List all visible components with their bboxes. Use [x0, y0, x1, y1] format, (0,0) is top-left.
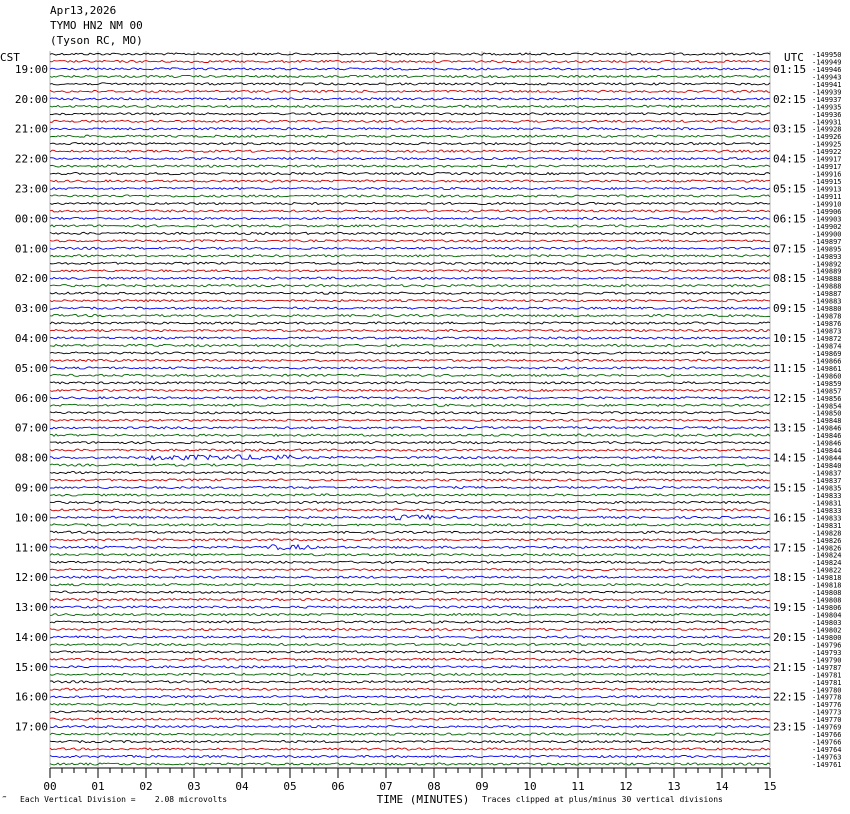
trace-value-label: -149856	[812, 394, 842, 403]
trace-51	[50, 434, 770, 436]
trace-68	[50, 561, 770, 563]
left-hour-label: 11:00	[14, 541, 48, 555]
trace-value-label: -149854	[812, 402, 842, 411]
trace-47	[50, 404, 770, 406]
trace-value-label: -149831	[812, 521, 842, 530]
x-tick-label: 08	[427, 780, 441, 793]
trace-70	[50, 576, 770, 578]
trace-value-label: -149826	[812, 536, 842, 545]
right-hour-label: 20:15	[773, 630, 807, 644]
trace-value-label: -149781	[812, 671, 842, 680]
trace-79	[50, 643, 770, 645]
trace-12	[50, 143, 770, 145]
trace-42	[50, 367, 770, 369]
trace-value-label: -149808	[812, 596, 842, 605]
trace-41	[50, 359, 770, 361]
trace-value-label: -149888	[812, 282, 842, 291]
trace-value-label: -149833	[812, 491, 842, 500]
trace-value-label: -149826	[812, 544, 842, 553]
trace-value-label: -149931	[812, 118, 842, 127]
trace-value-label: -149925	[812, 140, 842, 149]
trace-63	[50, 524, 770, 526]
trace-49	[50, 419, 770, 421]
trace-55	[50, 464, 770, 466]
trace-value-label: -149946	[812, 65, 842, 74]
trace-value-label: -149837	[812, 469, 842, 478]
trace-value-label: -149835	[812, 484, 842, 493]
date-label: Apr13,2026	[50, 4, 117, 17]
trace-value-label: -149928	[812, 125, 842, 134]
trace-38	[50, 337, 770, 339]
trace-value-label: -149773	[812, 708, 842, 717]
trace-value-label: -149876	[812, 320, 842, 329]
left-hour-label: 06:00	[14, 391, 48, 405]
trace-value-label: -149818	[812, 574, 842, 583]
trace-14	[50, 158, 770, 160]
trace-31	[50, 285, 770, 287]
trace-6	[50, 98, 770, 100]
left-hour-label: 01:00	[14, 242, 48, 256]
trace-value-label: -149902	[812, 222, 842, 231]
trace-value-label: -149766	[812, 731, 842, 740]
trace-69	[50, 569, 770, 571]
right-hour-label: 07:15	[773, 242, 807, 256]
trace-value-label: -149796	[812, 641, 842, 650]
trace-value-label: -149878	[812, 312, 842, 321]
trace-value-labels	[812, 51, 842, 769]
right-timezone-label: UTC	[784, 51, 804, 64]
trace-value-label: -149769	[812, 723, 842, 732]
trace-value-label: -149818	[812, 581, 842, 590]
x-tick-label: 07	[379, 780, 393, 793]
trace-18	[50, 187, 770, 189]
trace-value-label: -149846	[812, 439, 842, 448]
trace-34	[50, 307, 770, 309]
trace-20	[50, 202, 770, 204]
trace-value-label: -149926	[812, 133, 842, 142]
trace-83	[50, 673, 770, 675]
left-hour-label: 08:00	[14, 451, 48, 465]
right-hour-label: 02:15	[773, 92, 807, 106]
trace-45	[50, 389, 770, 391]
trace-group	[50, 53, 770, 765]
trace-64	[50, 531, 770, 533]
trace-77	[50, 628, 770, 630]
trace-value-label: -149910	[812, 200, 842, 209]
x-tick-label: 09	[475, 780, 489, 793]
trace-3	[50, 75, 770, 77]
trace-value-label: -149763	[812, 753, 842, 762]
trace-value-label: -149778	[812, 693, 842, 702]
trace-value-label: -149802	[812, 626, 842, 635]
trace-value-label: -149831	[812, 499, 842, 508]
trace-87	[50, 703, 770, 705]
trace-16	[50, 172, 770, 174]
trace-value-label: -149800	[812, 633, 842, 642]
trace-value-label: -149880	[812, 305, 842, 314]
clip-note: Traces clipped at plus/minus 30 vertical divisions	[482, 795, 723, 804]
trace-value-label: -149761	[812, 761, 842, 769]
trace-10	[50, 128, 770, 130]
trace-value-label: -149861	[812, 364, 842, 373]
left-hour-label: 12:00	[14, 571, 48, 585]
trace-value-label: -149808	[812, 589, 842, 598]
trace-91	[50, 733, 770, 735]
left-hour-label: 13:00	[14, 601, 48, 615]
trace-value-label: -149922	[812, 148, 842, 157]
left-hour-label: 16:00	[14, 690, 48, 704]
trace-65	[50, 539, 770, 541]
left-time-labels	[15, 63, 48, 734]
right-hour-label: 04:15	[773, 152, 807, 166]
trace-19	[50, 195, 770, 197]
left-hour-label: 21:00	[14, 122, 48, 136]
trace-value-label: -149903	[812, 215, 842, 224]
trace-76	[50, 621, 770, 623]
x-tick-label: 13	[667, 780, 681, 793]
trace-39	[50, 344, 770, 346]
right-hour-label: 10:15	[773, 332, 807, 345]
trace-58	[50, 486, 770, 488]
x-tick-label: 04	[235, 780, 249, 793]
trace-90	[50, 726, 770, 728]
right-hour-label: 06:15	[773, 212, 807, 226]
x-tick-label: 15	[763, 780, 777, 793]
x-tick-label: 03	[187, 780, 201, 793]
trace-17	[50, 180, 770, 182]
trace-value-label: -149917	[812, 155, 842, 164]
right-hour-label: 17:15	[773, 541, 807, 555]
trace-value-label: -149941	[812, 80, 842, 89]
right-hour-label: 09:15	[773, 302, 807, 316]
trace-54	[50, 455, 770, 460]
trace-27	[50, 255, 770, 257]
trace-2	[50, 68, 770, 70]
trace-73	[50, 598, 770, 600]
trace-94	[50, 755, 770, 757]
trace-0	[50, 53, 770, 55]
right-hour-label: 01:15	[773, 62, 807, 76]
trace-5	[50, 90, 770, 92]
trace-7	[50, 105, 770, 107]
x-tick-label: 06	[331, 780, 345, 793]
trace-value-label: -149915	[812, 178, 842, 187]
trace-value-label: -149846	[812, 432, 842, 441]
trace-78	[50, 636, 770, 638]
station-label: TYMO HN2 NM 00	[50, 19, 143, 32]
trace-value-label: -149824	[812, 559, 842, 568]
trace-value-label: -149943	[812, 73, 842, 82]
trace-61	[50, 509, 770, 511]
trace-value-label: -149897	[812, 237, 842, 246]
trace-value-label: -149949	[812, 58, 842, 67]
right-hour-label: 23:15	[773, 720, 807, 734]
left-hour-label: 15:00	[14, 660, 48, 674]
trace-72	[50, 591, 770, 593]
trace-75	[50, 613, 770, 615]
x-tick-label: 11	[571, 780, 585, 793]
trace-24	[50, 232, 770, 234]
left-hour-label: 19:00	[14, 62, 48, 76]
right-hour-label: 12:15	[773, 391, 807, 405]
trace-92	[50, 740, 770, 742]
left-hour-label: 00:00	[14, 212, 48, 226]
x-tick-label: 12	[619, 780, 633, 793]
trace-32	[50, 292, 770, 294]
trace-value-label: -149828	[812, 529, 842, 538]
trace-40	[50, 352, 770, 354]
right-hour-label: 14:15	[773, 451, 807, 465]
x-axis	[43, 768, 776, 793]
trace-26	[50, 247, 770, 249]
trace-46	[50, 397, 770, 399]
x-tick-label: 02	[139, 780, 153, 793]
right-hour-label: 05:15	[773, 182, 807, 196]
trace-15	[50, 165, 770, 167]
trace-value-label: -149850	[812, 409, 842, 418]
x-tick-label: 05	[283, 780, 297, 793]
trace-13	[50, 150, 770, 152]
trace-84	[50, 681, 770, 683]
trace-value-label: -149806	[812, 604, 842, 613]
right-hour-label: 11:15	[773, 361, 807, 375]
trace-value-label: -149873	[812, 327, 842, 336]
trace-71	[50, 584, 770, 586]
trace-30	[50, 277, 770, 279]
trace-value-label: -149936	[812, 110, 842, 119]
trace-93	[50, 748, 770, 750]
trace-value-label: -149790	[812, 656, 842, 665]
trace-80	[50, 651, 770, 653]
x-tick-label: 14	[715, 780, 729, 793]
trace-value-label: -149840	[812, 462, 842, 471]
trace-value-label: -149859	[812, 379, 842, 388]
trace-value-label: -149787	[812, 663, 842, 672]
trace-value-label: -149950	[812, 51, 842, 59]
right-hour-label: 22:15	[773, 690, 807, 704]
trace-21	[50, 210, 770, 212]
trace-value-label: -149780	[812, 686, 842, 695]
trace-value-label: -149874	[812, 342, 842, 351]
trace-44	[50, 382, 770, 384]
trace-value-label: -149803	[812, 619, 842, 627]
right-hour-label: 13:15	[773, 421, 807, 435]
trace-53	[50, 449, 770, 451]
trace-value-label: -149804	[812, 611, 842, 620]
trace-1	[50, 60, 770, 62]
trace-60	[50, 501, 770, 503]
trace-value-label: -149844	[812, 447, 842, 456]
trace-value-label: -149900	[812, 230, 842, 239]
left-hour-label: 14:00	[14, 630, 48, 644]
trace-4	[50, 83, 770, 85]
trace-82	[50, 666, 770, 668]
left-hour-label: 20:00	[14, 92, 48, 106]
trace-8	[50, 113, 770, 115]
trace-value-label: -149846	[812, 424, 842, 433]
trace-value-label: -149916	[812, 170, 842, 179]
trace-37	[50, 329, 770, 331]
left-hour-label: 17:00	[14, 720, 48, 734]
trace-value-label: -149824	[812, 551, 842, 560]
trace-62	[50, 515, 770, 520]
right-hour-label: 21:15	[773, 660, 807, 674]
trace-36	[50, 322, 770, 324]
trace-25	[50, 240, 770, 242]
trace-value-label: -149937	[812, 95, 842, 104]
logo-mark: ‴	[2, 795, 7, 804]
scale-note: Each Vertical Division = 2.08 microvolts	[20, 795, 228, 804]
trace-value-label: -149848	[812, 417, 842, 426]
left-hour-label: 03:00	[14, 302, 48, 316]
x-axis-title: TIME (MINUTES)	[376, 793, 470, 806]
trace-value-label: -149770	[812, 716, 842, 725]
trace-value-label: -149857	[812, 387, 842, 396]
trace-value-label: -149766	[812, 738, 842, 747]
trace-value-label: -149793	[812, 648, 842, 657]
trace-35	[50, 314, 770, 316]
trace-29	[50, 270, 770, 272]
trace-67	[50, 554, 770, 556]
right-hour-label: 19:15	[773, 601, 807, 615]
trace-value-label: -149889	[812, 267, 842, 276]
trace-81	[50, 658, 770, 660]
trace-86	[50, 696, 770, 698]
right-hour-label: 18:15	[773, 571, 807, 585]
right-hour-label: 16:15	[773, 511, 807, 525]
trace-57	[50, 479, 770, 481]
trace-56	[50, 471, 770, 473]
trace-85	[50, 688, 770, 690]
trace-value-label: -149911	[812, 193, 842, 201]
left-hour-label: 02:00	[14, 272, 48, 286]
trace-value-label: -149935	[812, 103, 842, 112]
left-hour-label: 05:00	[14, 361, 48, 375]
right-time-labels	[773, 63, 806, 734]
trace-value-label: -149892	[812, 260, 842, 269]
trace-50	[50, 427, 770, 429]
left-hour-label: 22:00	[14, 152, 48, 166]
trace-value-label: -149869	[812, 349, 842, 358]
trace-value-label: -149833	[812, 514, 842, 523]
right-hour-label: 15:15	[773, 481, 807, 495]
x-tick-label: 01	[91, 780, 105, 793]
trace-value-label: -149844	[812, 454, 842, 463]
trace-value-label: -149833	[812, 506, 842, 515]
trace-value-label: -149939	[812, 88, 842, 97]
trace-9	[50, 120, 770, 122]
trace-value-label: -149776	[812, 701, 842, 710]
trace-22	[50, 217, 770, 219]
trace-value-label: -149906	[812, 207, 842, 216]
trace-value-label: -149888	[812, 275, 842, 284]
trace-value-label: -149872	[812, 335, 842, 343]
trace-value-label: -149887	[812, 290, 842, 299]
trace-33	[50, 300, 770, 302]
right-hour-label: 03:15	[773, 122, 807, 136]
trace-52	[50, 442, 770, 444]
trace-value-label: -149917	[812, 163, 842, 172]
trace-value-label: -149822	[812, 566, 842, 575]
x-tick-label: 10	[523, 780, 537, 793]
trace-11	[50, 135, 770, 137]
left-hour-label: 23:00	[14, 182, 48, 196]
left-hour-label: 10:00	[14, 511, 48, 525]
trace-23	[50, 225, 770, 227]
left-hour-label: 07:00	[14, 421, 48, 435]
trace-value-label: -149883	[812, 297, 842, 306]
trace-43	[50, 374, 770, 376]
trace-59	[50, 494, 770, 496]
trace-value-label: -149913	[812, 185, 842, 194]
x-tick-label: 00	[43, 780, 57, 793]
trace-value-label: -149895	[812, 245, 842, 254]
left-hour-label: 04:00	[14, 332, 48, 345]
trace-89	[50, 718, 770, 720]
trace-value-label: -149837	[812, 477, 842, 485]
trace-28	[50, 262, 770, 264]
trace-value-label: -149764	[812, 746, 842, 755]
trace-value-label: -149781	[812, 678, 842, 687]
trace-66	[50, 545, 770, 550]
trace-48	[50, 412, 770, 414]
trace-88	[50, 711, 770, 713]
right-hour-label: 08:15	[773, 272, 807, 286]
trace-74	[50, 606, 770, 608]
location-label: (Tyson RC, MO)	[50, 34, 143, 47]
left-hour-label: 09:00	[14, 481, 48, 495]
trace-value-label: -149893	[812, 252, 842, 261]
left-timezone-label: CST	[0, 51, 20, 64]
trace-value-label: -149866	[812, 357, 842, 366]
trace-value-label: -149860	[812, 372, 842, 381]
trace-95	[50, 763, 770, 765]
